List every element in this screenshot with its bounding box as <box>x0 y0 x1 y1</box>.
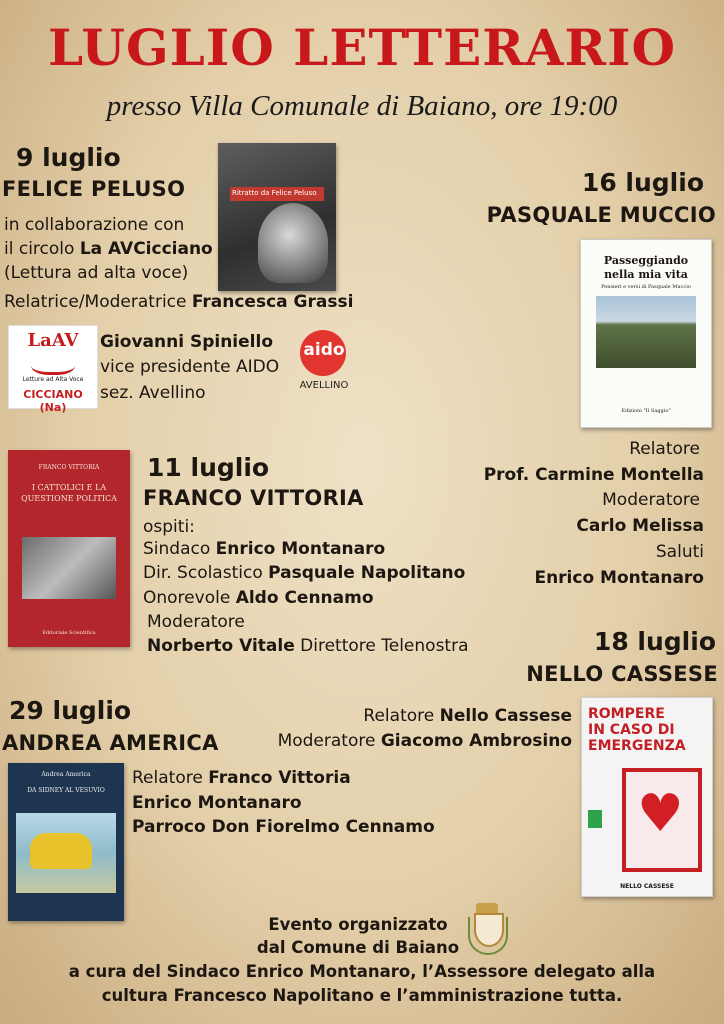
event2-date: 16 luglio <box>581 168 704 197</box>
event2-relatore: Prof. Carmine Montella <box>483 465 704 485</box>
event2-saluti: Enrico Montanaro <box>534 568 704 588</box>
event1-date: 9 luglio <box>16 143 121 172</box>
event5-guest1: Enrico Montanaro <box>132 793 302 813</box>
event1-guest-role: vice presidente AIDO <box>100 357 280 377</box>
event5-guest2: Parroco Don Fiorelmo Cennamo <box>132 817 435 837</box>
venue-subtitle: presso Villa Comunale di Baiano, ore 19:00 <box>106 90 618 122</box>
heart-icon: ♥ <box>637 784 684 844</box>
book-cover-franco-vittoria: FRANCO VITTORIA I CATTOLICI E LA QUESTIONE POLITICA Editoriale Scientifica <box>8 450 130 647</box>
coat-of-arms-icon <box>468 903 506 961</box>
event1-line1: in collaborazione con <box>4 215 185 235</box>
event4-moderatore: Moderatore Giacomo Ambrosino <box>277 731 572 751</box>
event4-relatore: Relatore Nello Cassese <box>363 706 572 726</box>
event3-guest1: Sindaco Enrico Montanaro <box>143 539 386 559</box>
event1-author: FELICE PELUSO <box>2 177 186 201</box>
event3-date: 11 luglio <box>147 453 270 482</box>
book-cover-pasquale-muccio: Passeggiando nella mia vita Pensieri e versi di Pasquale Muccio Edizioni "Il Saggio" <box>580 239 712 428</box>
aido-logo: aido AVELLINO <box>298 330 350 394</box>
footer-line4: cultura Francesco Napolitano e l’amministrazione tutta. <box>101 986 623 1005</box>
event1-guest-name: Giovanni Spiniello <box>100 332 273 352</box>
event4-date: 18 luglio <box>593 627 716 656</box>
event5-date: 29 luglio <box>9 696 132 725</box>
event3-moderatore: Norberto Vitale Direttore Telenostra <box>147 636 469 656</box>
event1-line3: (Lettura ad alta voce) <box>4 263 189 283</box>
book-cover-nello-cassese: ROMPERE IN CASO DI EMERGENZA ♥ NELLO CASSESE <box>581 697 713 897</box>
event5-relatore: Relatore Franco Vittoria <box>132 768 351 788</box>
event1-line2: il circolo La AVCicciano <box>4 239 213 259</box>
event2-saluti-label: Saluti <box>655 542 704 562</box>
event1-guest-section: sez. Avellino <box>100 383 206 403</box>
event3-guest3: Onorevole Aldo Cennamo <box>143 588 374 608</box>
event2-moderatore-label: Moderatore <box>602 490 700 510</box>
event2-relatore-label: Relatore <box>629 439 700 459</box>
page-title: LUGLIO LETTERARIO <box>47 18 677 77</box>
event3-ospiti-label: ospiti: <box>143 517 195 537</box>
event3-moderatore-label: Moderatore <box>147 612 245 632</box>
event5-author: ANDREA AMERICA <box>2 731 219 755</box>
event1-line4: Relatrice/Moderatrice Francesca Grassi <box>4 292 354 312</box>
book-cover-andrea-america: Andrea America DA SIDNEY AL VESUVIO <box>8 763 124 921</box>
footer-line3: a cura del Sindaco Enrico Montanaro, l’Assessore delegato alla <box>68 962 656 981</box>
event2-author: PASQUALE MUCCIO <box>486 203 716 227</box>
event4-author: NELLO CASSESE <box>526 662 718 686</box>
event3-author: FRANCO VITTORIA <box>143 486 364 510</box>
footer-line2: dal Comune di Baiano <box>256 938 460 957</box>
book-cover-felice-peluso: Ritratto da Felice Peluso <box>218 143 336 291</box>
event2-moderatore: Carlo Melissa <box>576 516 704 536</box>
event3-guest2: Dir. Scolastico Pasquale Napolitano <box>143 563 466 583</box>
laav-logo: LaAV Letture ad Alta Voce CICCIANO (Na) <box>8 325 98 409</box>
footer-line1: Evento organizzato <box>268 915 448 934</box>
